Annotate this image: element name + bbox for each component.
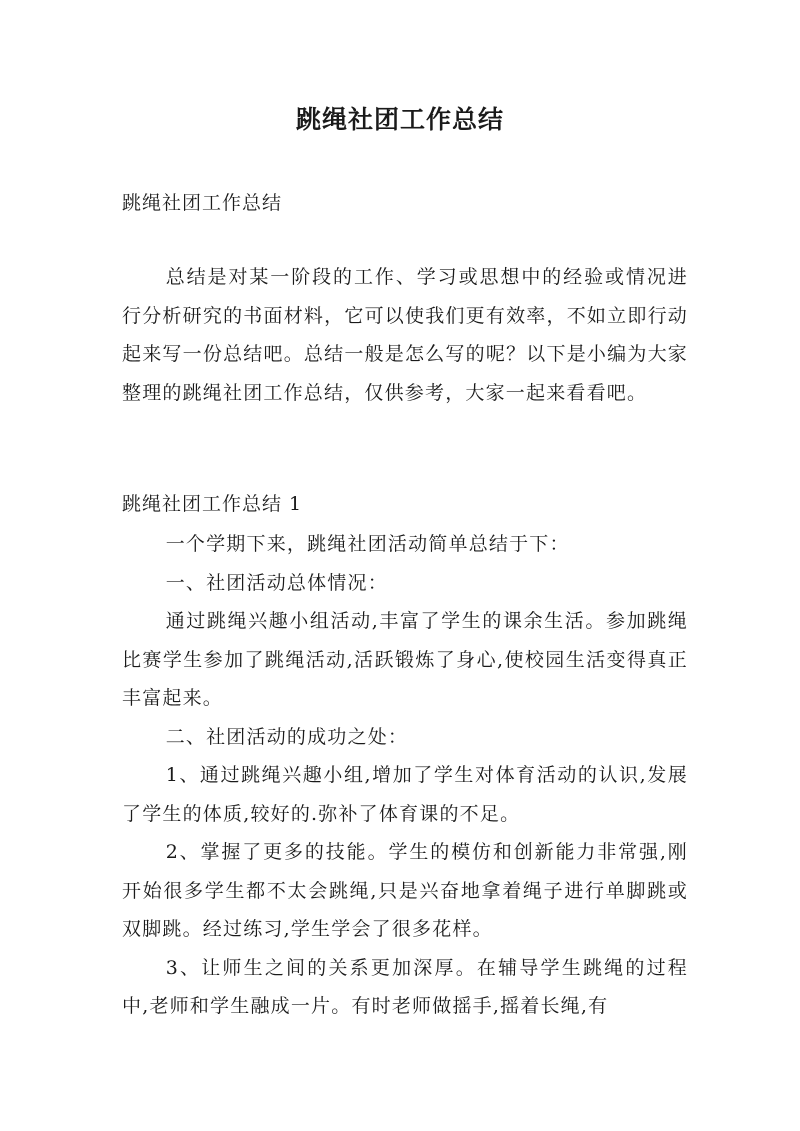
section-heading: 跳绳社团工作总结 1 — [122, 493, 303, 515]
paragraph-success-1: 1、通过跳绳兴趣小组,增加了学生对体育活动的认识,发展了学生的体质,较好的.弥补了体育课的不足。 — [122, 764, 688, 825]
paragraph-success-2: 2、掌握了更多的技能。学生的模仿和创新能力非常强,刚开始很多学生都不太会跳绳,只是兴奋地拿着绳子进行单脚跳或双脚跳。经过练习,学生学会了很多花样。 — [122, 841, 688, 940]
document-subtitle: 跳绳社团工作总结 — [122, 192, 283, 214]
section-body — [122, 525, 688, 1026]
paragraph-heading-overview: 一、社团活动总体情况： — [165, 571, 388, 594]
paragraph-opening: 一个学期下来，跳绳社团活动简单总结于下： — [165, 533, 570, 555]
paragraph-overview: 通过跳绳兴趣小组活动,丰富了学生的课余生活。参加跳绳比赛学生参加了跳绳活动,活跃锻炼了身心,使校园生活变得真正丰富起来。 — [122, 610, 688, 709]
paragraph-success-3: 3、让师生之间的关系更加深厚。在辅导学生跳绳的过程中,老师和学生融成一片。有时老师做摇手,摇着长绳,有 — [122, 956, 688, 1017]
paragraph-heading-successes: 二、社团活动的成功之处： — [165, 725, 409, 748]
document-title: 跳绳社团工作总结 — [295, 105, 504, 134]
intro-paragraph: 总结是对某一阶段的工作、学习或思想中的经验或情况进行分析研究的书面材料，它可以使我们更有效率，不如立即行动起来写一份总结吧。总结一般是怎么写的呢？以下是小编为大家整理的跳绳社团工作总结，仅供参考，大家一起来看看吧。 — [122, 266, 688, 404]
